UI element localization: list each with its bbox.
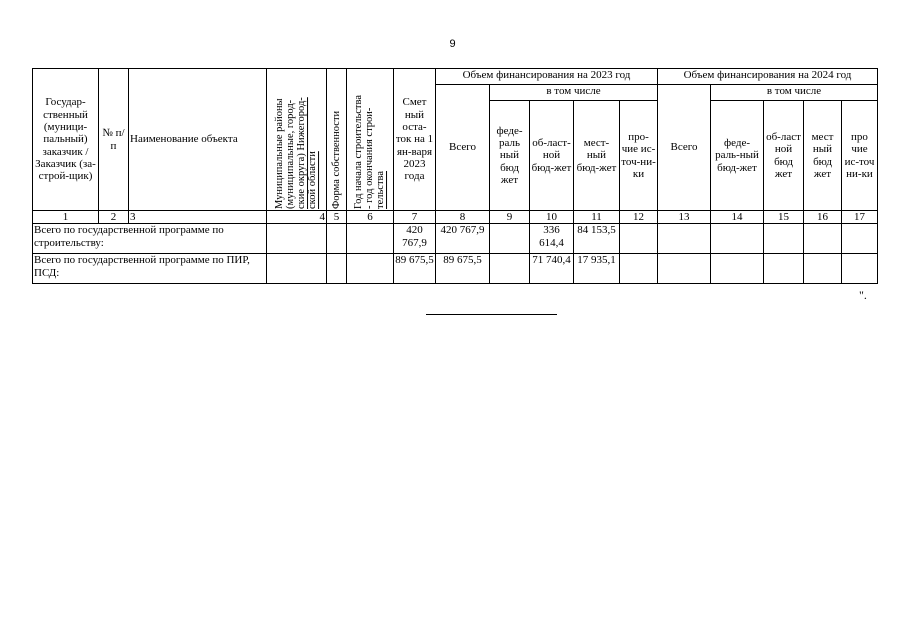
header-2023-total: Всего (436, 85, 490, 211)
header-2024-group: Объем финансирования на 2024 год (658, 69, 878, 85)
header-2024-including: в том числе (711, 85, 878, 101)
column-number: 8 (436, 211, 490, 224)
table-row (33, 224, 878, 254)
header-construction-years: Год начала строительства - год окончания строи- тельства (347, 69, 394, 211)
header-municipal-districts: Муниципальные районы (муниципальные, город- ские округа) Нижегород- ской области (267, 69, 327, 211)
header-object-name: Наименование объекта (129, 69, 267, 211)
cell-2023-regional: 71 740,4 (530, 254, 574, 284)
header-2024-federal: феде-раль-ный бюд-жет (711, 101, 764, 211)
column-number: 11 (574, 211, 620, 224)
column-number: 5 (327, 211, 347, 224)
column-number: 16 (804, 211, 842, 224)
cell-2023-regional: 336 614,4 (530, 224, 574, 254)
column-number: 14 (711, 211, 764, 224)
cell-2023-local: 17 935,1 (574, 254, 620, 284)
column-number: 2 (99, 211, 129, 224)
column-number: 12 (620, 211, 658, 224)
header-ownership-form: Форма собственности (327, 69, 347, 211)
header-2023-other: про-чие ис-точ-ни-ки (620, 101, 658, 211)
column-number: 4 (267, 211, 327, 224)
closing-quote: ". (859, 288, 867, 302)
cell-estimated-balance: 420 767,9 (394, 224, 436, 254)
column-number: 15 (764, 211, 804, 224)
header-2023-federal: феде-раль ный бюд жет (490, 101, 530, 211)
separator-line (426, 314, 557, 315)
column-number: 9 (490, 211, 530, 224)
column-number: 3 (129, 211, 267, 224)
row-label: Всего по государственной программе по строительству: (33, 224, 267, 254)
column-number: 10 (530, 211, 574, 224)
header-2024-regional: об-ласт ной бюд жет (764, 101, 804, 211)
row-label: Всего по государственной программе по ПИР, ПСД: (33, 254, 267, 284)
column-number: 6 (347, 211, 394, 224)
cell-estimated-balance: 89 675,5 (394, 254, 436, 284)
header-2024-other: про чие ис-точ ни-ки (842, 101, 878, 211)
financing-table (32, 68, 878, 284)
header-2023-group: Объем финансирования на 2023 год (436, 69, 658, 85)
header-estimated-balance: Смет ный оста-ток на 1 ян-варя 2023 года (394, 69, 436, 211)
header-2024-local: мест ный бюд жет (804, 101, 842, 211)
column-numbers-row (33, 211, 878, 224)
header-customer: Государ-ственный (муници-пальный) заказчик / Заказчик (за-строй-щик) (33, 69, 99, 211)
cell-2023-total: 89 675,5 (436, 254, 490, 284)
header-2023-including: в том числе (490, 85, 658, 101)
cell-2023-total: 420 767,9 (436, 224, 490, 254)
column-number: 7 (394, 211, 436, 224)
column-number: 13 (658, 211, 711, 224)
table-row (33, 254, 878, 284)
header-2023-regional: об-ласт-ной бюд-жет (530, 101, 574, 211)
header-2023-local: мест-ный бюд-жет (574, 101, 620, 211)
page-number: 9 (449, 38, 456, 50)
header-2024-total: Всего (658, 85, 711, 211)
column-number: 1 (33, 211, 99, 224)
cell-2023-local: 84 153,5 (574, 224, 620, 254)
column-number: 17 (842, 211, 878, 224)
header-row-number: № п/п (99, 69, 129, 211)
